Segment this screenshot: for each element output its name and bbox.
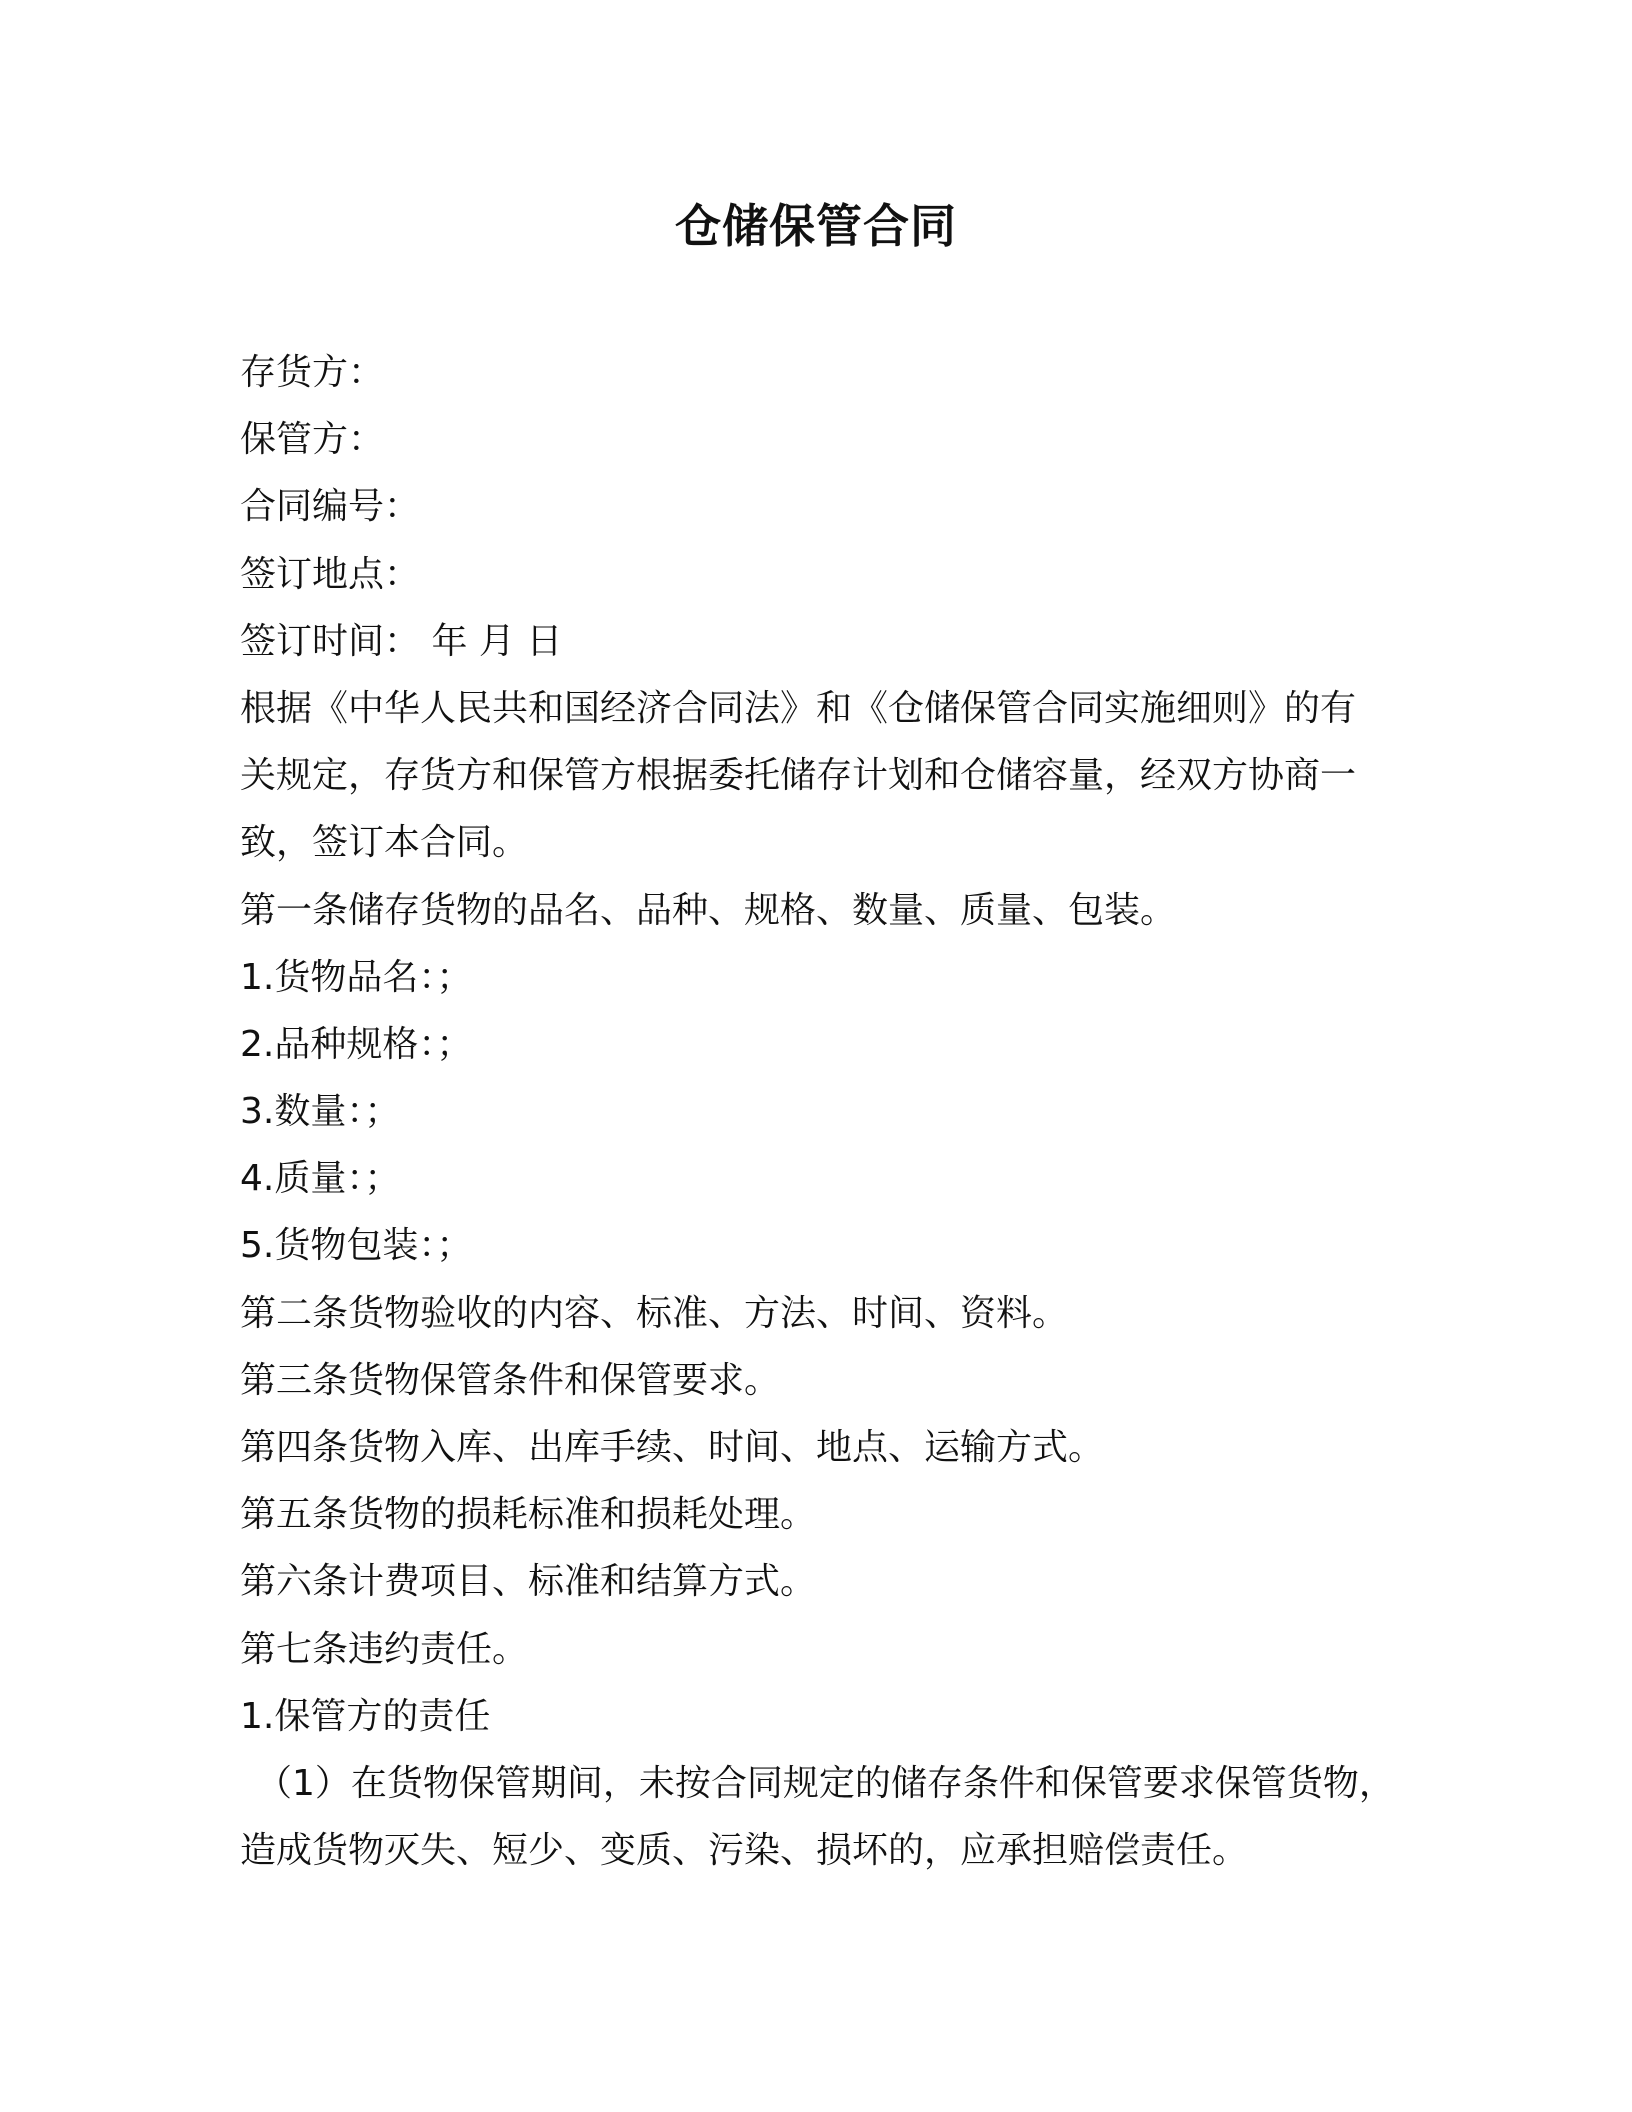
packaging-line: 5.货物包装：；: [240, 1225, 473, 1267]
signing-place-line: 签订地点：: [240, 553, 421, 595]
preamble-line-3: 致，签订本合同。: [240, 822, 529, 864]
custodian-liability-heading: 1.保管方的责任: [240, 1695, 491, 1737]
signing-date-line: 签订时间： 年 月 日: [240, 620, 563, 662]
depositor-line: 存货方：: [240, 352, 385, 393]
article-6-heading: 第六条计费项目、标准和结算方式。: [240, 1561, 817, 1603]
quality-line: 4.质量：；: [240, 1158, 401, 1200]
quantity-line: 3.数量：；: [240, 1091, 401, 1133]
article-5-heading: 第五条货物的损耗标准和损耗处理。: [240, 1494, 817, 1536]
goods-name-line: 1.货物品名：；: [240, 956, 473, 998]
liability-clause-line-2: 造成货物灭失、短少、变质、污染、损坏的，应承担赔偿责任。: [240, 1830, 1249, 1872]
contract-number-line: 合同编号：: [240, 486, 421, 528]
preamble-line-1: 根据《中华人民共和国经济合同法》和《仓储保管合同实施细则》的有: [240, 687, 1357, 729]
custodian-line: 保管方：: [240, 419, 385, 461]
article-4-heading: 第四条货物入库、出库手续、时间、地点、运输方式。: [240, 1427, 1105, 1468]
document-title: 仓储保管合同: [675, 199, 957, 253]
liability-clause-line-1: （1）在货物保管期间，未按合同规定的储存条件和保管要求保管货物，: [256, 1762, 1395, 1804]
article-7-heading: 第七条违约责任。: [240, 1628, 529, 1670]
preamble-line-2: 关规定，存货方和保管方根据委托储存计划和仓储容量，经双方协商一: [240, 755, 1357, 797]
article-3-heading: 第三条货物保管条件和保管要求。: [240, 1359, 781, 1401]
goods-spec-line: 2.品种规格：；: [240, 1023, 473, 1065]
document-body: [240, 339, 1400, 1884]
article-1-heading: 第一条储存货物的品名、品种、规格、数量、质量、包装。: [240, 889, 1177, 931]
article-2-heading: 第二条货物验收的内容、标准、方法、时间、资料。: [240, 1292, 1069, 1334]
